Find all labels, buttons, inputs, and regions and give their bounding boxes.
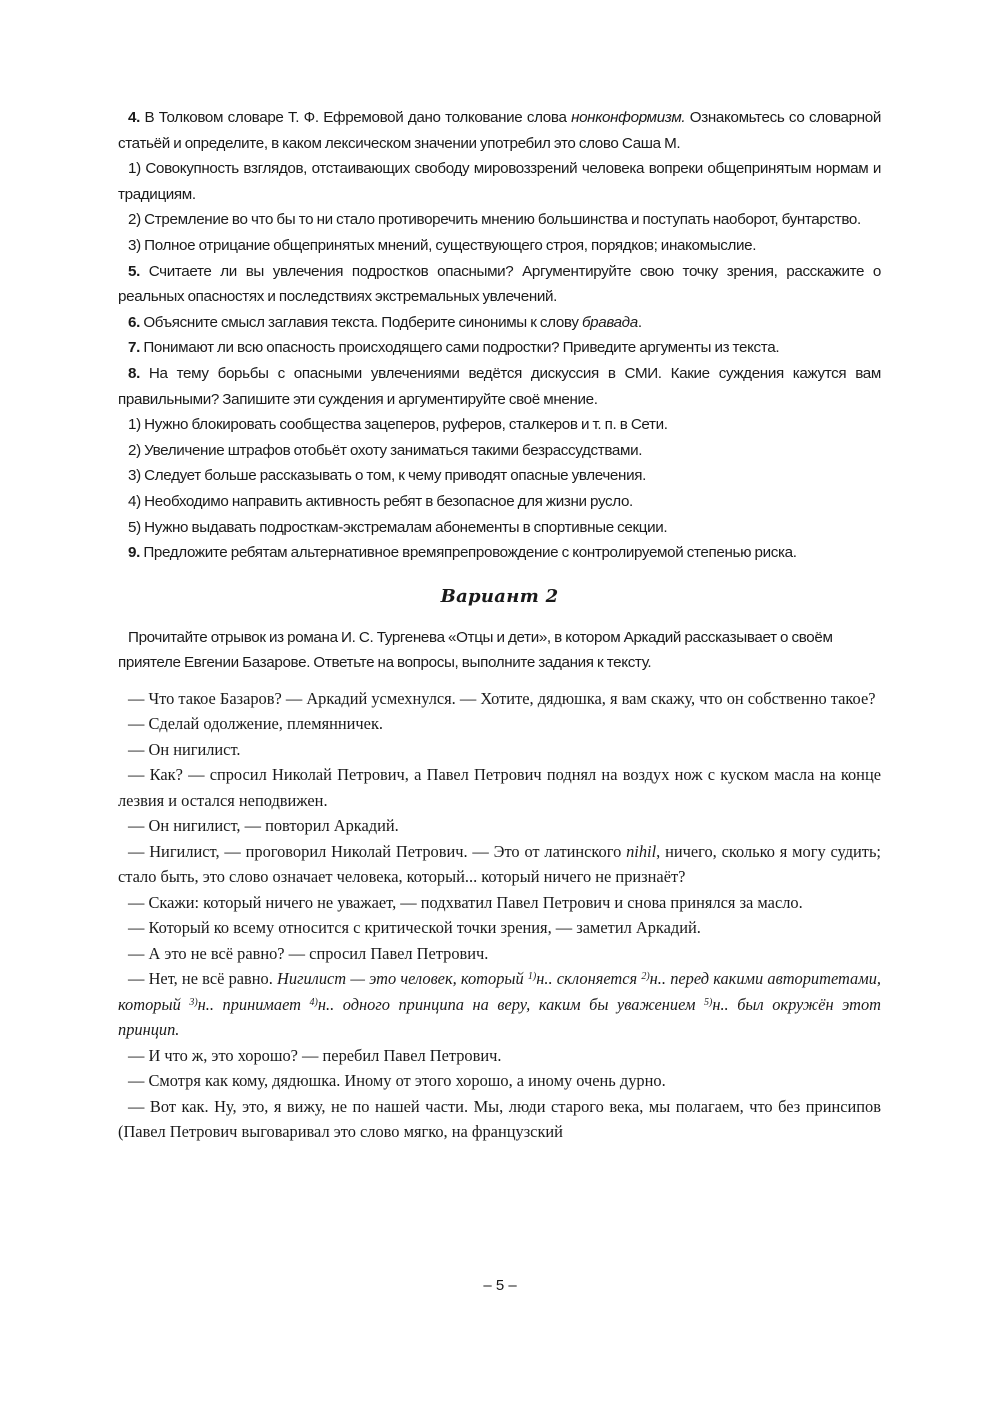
question-number: 4. — [128, 109, 140, 126]
excerpt-paragraph: — Нигилист, — проговорил Николай Петрович. — Это от латинского nihil, ничего, сколько я могу судить; стало быть, это слово означает человека, который... который ничего не признаёт? — [118, 841, 881, 887]
question-6: 6. Объясните смысл заглавия текста. Подберите синонимы к слову бравада. — [128, 313, 642, 331]
option: 4) Необходимо направить активность ребят в безопасное для жизни русло. — [128, 492, 633, 510]
question-number: 9. — [128, 544, 140, 562]
excerpt-paragraph-with-gaps: — Нет, не всё равно. Нигилист — это человек, который $^{1)}$н.. склоняется $^{2)}$н.. перед какими авторитетами, который $^{3)}$н.. принимает $^{4)}$н.. одного принципа на веру, каким бы уважением $^{5)}$н.. был окружён этот принцип. — [118, 969, 882, 1040]
question-5: 5. Считаете ли вы увлечения подростков опасными? Аргументируйте свою точку зрения, расскажите о реальных опасностях и последствиях экстремальных увлечений. — [118, 262, 881, 306]
excerpt-paragraph: — А это не всё равно? — спросил Павел Петрович. — [128, 943, 489, 963]
novel-excerpt — [118, 686, 881, 1145]
term-nonconformism: нонконформизм. — [571, 109, 686, 126]
question-number: 8. — [128, 364, 140, 382]
question-number: 5. — [128, 262, 140, 280]
excerpt-paragraph: — Сделай одолжение, племянничек. — [128, 714, 384, 734]
excerpt-paragraph: — Который ко всему относится с критической точки зрения, — заметил Аркадий. — [128, 918, 701, 938]
question-7: 7. Понимают ли всю опасность происходящего сами подростки? Приведите аргументы из текста. — [128, 339, 780, 357]
option: 1) Совокупность взглядов, отстаивающих свободу мировоззрений человека вопреки общепринятым нормам и традициям. — [118, 160, 881, 203]
question-number: 6. — [128, 313, 140, 331]
question-9: 9. Предложите ребятам альтернативное времяпрепровождение с контролируемой степенью риска. — [128, 544, 797, 562]
gap-marker: 4) — [309, 996, 318, 1008]
option: 5) Нужно выдавать подросткам-экстремалам абонементы в спортивные секции. — [128, 518, 668, 536]
excerpt-paragraph: — И что ж, это хорошо? — перебил Павел Петрович. — [128, 1045, 502, 1065]
excerpt-paragraph: — Вот как. Ну, это, я вижу, не по нашей части. Мы, люди старого века, мы полагаем, что без принсипов (Павел Петрович выговаривал это слово мягко, на французский — [118, 1096, 881, 1142]
option: 2) Стремление во что бы то ни стало противоречить мнению большинства и поступать наоборот, бунтарство. — [128, 211, 861, 229]
excerpt-paragraph: — Скажи: который ничего не уважает, — подхватил Павел Петрович и снова принялся за масло. — [128, 892, 803, 912]
page-number: – 5 – — [483, 1277, 517, 1294]
excerpt-paragraph: — Как? — спросил Николай Петрович, а Павел Петрович поднял на воздух нож с куском масла на конце лезвия и остался неподвижен. — [118, 765, 881, 810]
excerpt-paragraph: — Смотря как кому, дядюшка. Иному от этого хорошо, а иному очень дурно. — [128, 1071, 666, 1091]
task-list-variant-1 — [118, 105, 881, 566]
variant-heading: Вариант 2 — [440, 585, 559, 607]
variant-2-instructions: Прочитайте отрывок из романа И. С. Тургенева «Отцы и дети», в котором Аркадий рассказывает о своём приятеле Евгении Базарове. Ответьте на вопросы, выполните задания к тексту. — [118, 628, 833, 672]
gap-marker: 1) — [527, 971, 537, 983]
latin-word: nihil — [626, 841, 657, 861]
excerpt-paragraph: — Он нигилист, — повторил Аркадий. — [128, 816, 399, 836]
page-content — [118, 105, 881, 1145]
question-4: 4. В Толковом словаре Т. Ф. Ефремовой дано толкование слова нонконформизм. Ознакомьтесь со словарной статьёй и определите, в каком лексическом значении употребил это слово Саша М. — [118, 109, 881, 152]
excerpt-paragraph: — Что такое Базаров? — Аркадий усмехнулся. — Хотите, дядюшка, я вам скажу, что он собственно такое? — [128, 688, 876, 708]
option: 3) Следует больше рассказывать о том, к чему приводят опасные увлечения. — [128, 467, 646, 485]
option: 2) Увеличение штрафов отобьёт охоту заниматься такими безрассудствами. — [128, 441, 643, 459]
gap-marker: 5) — [703, 996, 713, 1008]
gap-marker: 2) — [641, 971, 650, 983]
question-8: 8. На тему борьбы с опасными увлечениями ведётся дискуссия в СМИ. Какие суждения кажутся вам правильными? Запишите эти суждения и аргументируйте своё мнение. — [118, 364, 881, 408]
term-bravada: бравада — [581, 313, 638, 331]
gap-marker: 3) — [189, 996, 198, 1008]
option: 3) Полное отрицание общепринятых мнений, существующего строя, порядков; инакомыслие. — [128, 236, 757, 254]
option: 1) Нужно блокировать сообщества зацеперов, руферов, сталкеров и т. п. в Сети. — [128, 416, 668, 434]
excerpt-paragraph: — Он нигилист. — [128, 739, 241, 759]
question-number: 7. — [128, 339, 140, 357]
